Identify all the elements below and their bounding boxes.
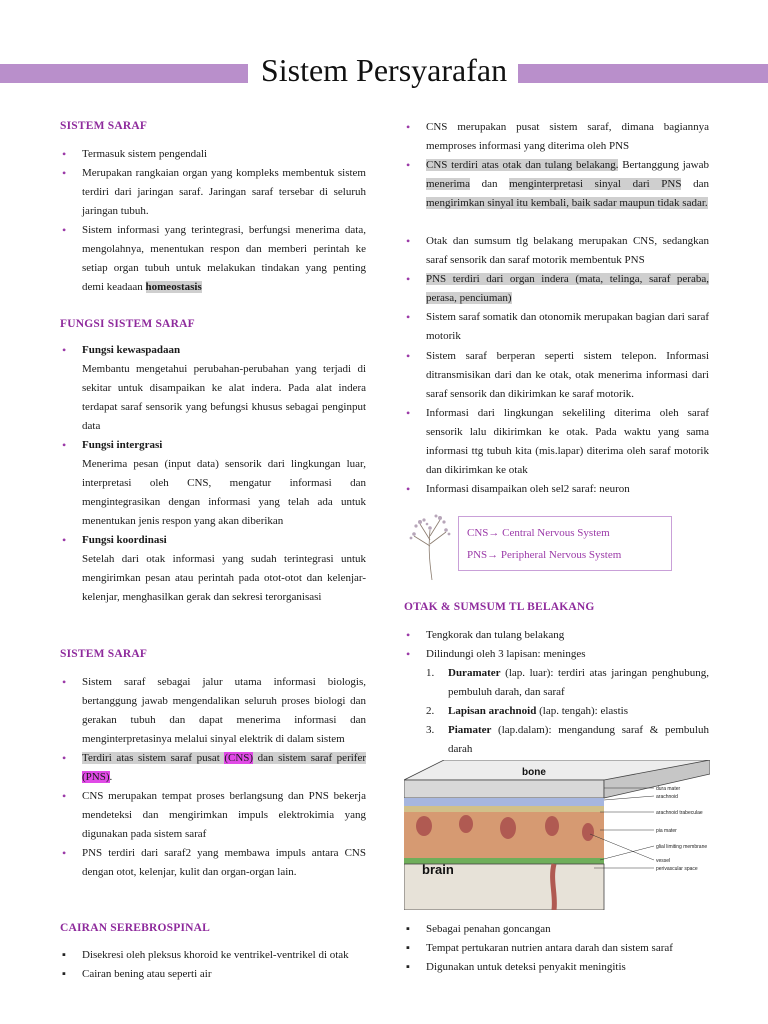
legend-pns: PNS→ Peripheral Nervous System [467, 549, 622, 561]
figure-label: vessel [656, 858, 671, 864]
page-title: Sistem Persyarafan [260, 52, 508, 88]
list-item: ▪ Digunakan untuk deteksi penyakit meningitis [404, 958, 709, 977]
list-item: ▪ Tempat pertukaran nutrien antara darah dan sistem saraf [404, 939, 709, 958]
list-item: • Sistem informasi yang terintegrasi, berfungsi menerima data, mengolahnya, menentukan respon dan memberi perintah ke setiap organ tubuh untuk melakukan tindakan yang penting demi keadaan homeostasis [60, 221, 366, 297]
flower-sketch-image [406, 510, 454, 582]
list-item: • PNS terdiri dari saraf2 yang membawa impuls antara CNS dengan otot, kelenjar, kulit dan organ-organ lain. [60, 844, 366, 882]
figure-label: perivascular space [656, 866, 698, 872]
figure-label: arachnoid [656, 794, 678, 800]
list-item-fungsi-kewaspadaan: • Fungsi kewaspadaan Membantu mengetahui perubahan-perubahan yang terjadi di sekitar untuk disampaikan ke alat indera. Pada alat indera terdapat saraf sensorik yang befungsi khusus sebagai penginput data [60, 341, 366, 436]
meninges-anatomy-figure [404, 760, 710, 910]
list-item: • PNS terdiri dari organ indera (mata, telinga, saraf peraba, perasa, penciuman) [404, 270, 709, 308]
list-item: • Tengkorak dan tulang belakang [404, 626, 709, 645]
list-item: • Merupakan rangkaian organ yang kompleks membentuk sistem terdiri dari jaringan saraf. Jaringan saraf tersebar di seluruh jaringan tubuh. [60, 164, 366, 221]
list-item: • Otak dan sumsum tlg belakang merupakan CNS, sedangkan saraf sensorik dan saraf motorik membentuk PNS [404, 232, 709, 270]
numbered-item-arachnoid: 2. Lapisan arachnoid (lap. tengah): elastis [426, 705, 628, 717]
list-item: ▪ Disekresi oleh pleksus khoroid ke ventrikel-ventrikel di otak [60, 946, 366, 965]
list-item: ▪ Cairan bening atau seperti air [60, 965, 366, 984]
highlight-cns: (CNS) [224, 752, 254, 764]
heading-sistem-saraf-2: SISTEM SARAF [60, 648, 148, 660]
abbreviation-legend-box [458, 516, 672, 571]
figure-label-brain: brain [422, 862, 454, 877]
list-item-fungsi-koordinasi: • Fungsi koordinasi Setelah dari otak informasi yang sudah terintegrasi untuk mengirimkan pesan atau perintah pada otot-otot dan kelenjar-kelenjar, menghasilkan gerak dan sekresi terorganisasi [60, 531, 366, 607]
list-item: • Informasi disampaikan oleh sel2 saraf: neuron [404, 480, 709, 499]
legend-cns: CNS→ Central Nervous System [467, 527, 610, 539]
numbered-item-duramater: 1. Duramater (lap. luar): terdiri atas jaringan penghubung, pembuluh darah, dan saraf [426, 667, 709, 698]
heading-fungsi: FUNGSI SISTEM SARAF [60, 318, 195, 330]
list-item: • CNS merupakan tempat proses berlangsung dan PNS bekerja mendeteksi dan mengirimkan impuls elektrokimia yang digunakan pada sistem saraf [60, 787, 366, 844]
figure-label-bone: bone [522, 767, 546, 778]
list-item: • Sistem saraf berperan seperti sistem telepon. Informasi ditransmisikan dari dan ke otak, otak menerima informasi dari saraf sensorik dan dikirimkan ke saraf motorik. [404, 347, 709, 404]
highlight-homeostasis: homeostasis [145, 281, 202, 293]
highlight-pns: (PNS) [82, 771, 110, 783]
list-item: • Dilindungi oleh 3 lapisan: meninges [404, 645, 709, 664]
list-item: • Sistem saraf somatik dan otonomik merupakan bagian dari saraf motorik [404, 308, 709, 346]
heading-otak: OTAK & SUMSUM TL BELAKANG [404, 601, 595, 613]
numbered-item-piamater: 3. Piamater (lap.dalam): mengandung saraf & pembuluh darah [426, 724, 709, 755]
list-item: • Termasuk sistem pengendali [60, 145, 366, 164]
list-item-cns-pns: • Terdiri atas sistem saraf pusat (CNS) dan sistem saraf perifer (PNS). [60, 749, 366, 787]
figure-label: pia mater [656, 828, 677, 834]
list-item: • Sistem saraf sebagai jalur utama informasi biologis, bertanggung jawab mengendalikan seluruh proses biologi dan gerakan tubuh dan dapat menerima informasi dan menginterpretasinya melalui sinyal elektrik di dalam sistem [60, 673, 366, 749]
figure-label: arachnoid trabeculae [656, 810, 703, 816]
figure-label: glial limiting membrane [656, 844, 708, 850]
figure-label: dura mater [656, 786, 681, 792]
list-item-fungsi-integrasi: • Fungsi intergrasi Menerima pesan (input data) sensorik dari lingkungan luar, interpretasi oleh CNS, mengatur informasi dan mengintegrasikan dengan informasi yang telah ada untuk menentukan jenis respon yang akan diberikan [60, 436, 366, 531]
list-item: ▪ Sebagai penahan goncangan [404, 920, 709, 939]
list-item: • CNS merupakan pusat sistem saraf, dimana bagiannya memproses informasi yang diterima oleh PNS [404, 118, 709, 156]
heading-sistem-saraf-1: SISTEM SARAF [60, 120, 148, 132]
list-item: • CNS terdiri atas otak dan tulang belakang. Bertanggung jawab menerima dan menginterpretasi sinyal dari PNS dan mengirimkan sinyal itu kembali, baik sadar maupun tidak sadar. [404, 156, 709, 213]
list-item: • Informasi dari lingkungan sekeliling diterima oleh saraf sensorik lalu dikirimkan ke otak. Pada waktu yang sama informasi ttg tubuh kita (mis.lapar) diterima oleh saraf motorik dan dikirimkan ke otak [404, 404, 709, 480]
heading-cairan: CAIRAN SEREBROSPINAL [60, 922, 211, 934]
